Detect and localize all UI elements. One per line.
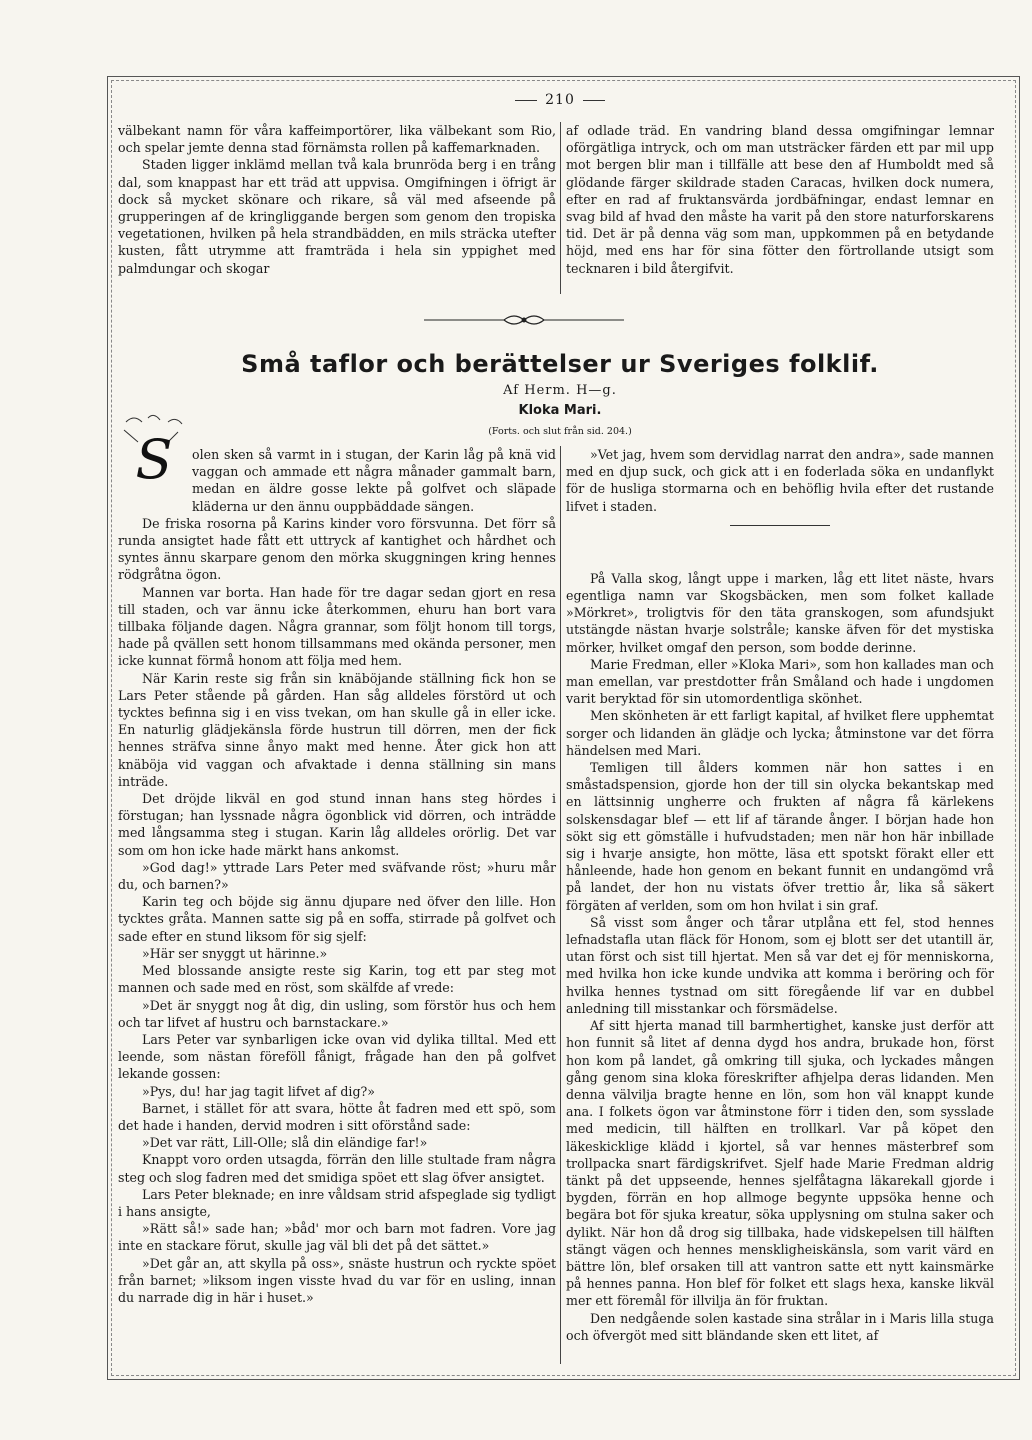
- story-left-column: [118, 446, 556, 1306]
- paragraph: Med blossande ansigte reste sig Karin, tog ett par steg mot mannen och sade med en röst, som skälfde af vrede:: [118, 963, 556, 996]
- column-divider: [560, 122, 561, 294]
- paragraph: Temligen till ålders kommen när hon sattes i en småstadspension, gjorde hon der till sin olycka bekantskap med en lättsinnig ungherre och frukten af några få kärlekens solskensdagar blef — ett lif af tärande ånger. I början hade hon sökt sig ett gömställe i hufvudstaden; men när hon här inbillade sig i hvarje ansigte, hon mötte, läsa ett spotskt förakt eller ett hånleende, hade hon genom en bekant funnit en undangömd vrå på landet, der hon nu vistats öfver trettio år, lika så säkert förgäten af verlden, som om hon hvilat i sin graf.: [566, 760, 994, 913]
- paragraph: af odlade träd. En vandring bland dessa omgifningar lemnar oförgätliga intryck, och om man utsträcker färden ett par mil upp mot bergen blir man i tillfälle att bese den af Humboldt med så glödande färger skildrade staden Caracas, hvilken dock numera, efter en rad af fruktansvärda jordbäfningar, endast lemnar en svag bild af hvad den måste ha varit på den store naturforskarens tid. Det är på denna väg som man, uppkommen på en betydande höjd, med ens har för sina fötter den förtrollande utsigt som tecknaren i bild återgifvit.: [566, 123, 994, 276]
- paragraph: »Det var rätt, Lill-Olle; slå din eländige far!»: [142, 1135, 428, 1151]
- paragraph: Staden ligger inklämd mellan två kala brunröda berg i en trång dal, som knappast har ett träd att uppvisa. Omgifningen i öfrigt är dock så mycket skönare och rikare, så väl med afseende på grupperingen af de kringliggande bergen som genom den tropiska vegetationen, hvilken på hela strandbädden, en mils sträcka utefter kusten, fått utrymme att framträda i hela sin yppighet med palmdungar och skogar: [118, 157, 556, 276]
- column-divider: [560, 446, 561, 1364]
- section-ornament: [424, 312, 624, 328]
- paragraph: Marie Fredman, eller »Kloka Mari», som hon kallades man och man emellan, var prestdotter från Småland och hade i ungdomen varit beryktad för sin utomordentliga skönhet.: [566, 656, 994, 707]
- paragraph: »Pys, du! har jag tagit lifvet af dig?»: [142, 1083, 375, 1099]
- paragraph: När Karin reste sig från sin knäböjande ställning fick hon se Lars Peter stående på gården. Han såg alldeles förstörd ut och tycktes befinna sig i en viss tvekan, om han skulle gå in eller icke. En naturlig glädjekänsla förde hustrun till dörren, men der fick hennes sträfva sinne ånyo makt med henne. Åter gick hon att knäböja vid vaggan och afvaktade i denna ställning sin mans inträde.: [118, 670, 556, 789]
- paragraph: »God dag!» yttrade Lars Peter med sväfvande röst; »huru mår du, och barnen?»: [118, 859, 556, 893]
- drop-cap-letter: S: [135, 428, 173, 491]
- paragraph: Karin teg och böjde sig ännu djupare ned öfver den lille. Hon tycktes gråta. Mannen satte sig på en soffa, stirrade på golfvet och sade efter en stund liksom för sig sjelf:: [118, 894, 556, 944]
- paragraph: »Det går an, att skylla på oss», snäste hustrun och ryckte spöet från barnet; »liksom ingen visste hvad du var för en usling, innan du narrade dig in här i huset.»: [118, 1255, 556, 1305]
- page-number: 210: [480, 92, 640, 108]
- article-author: Af Herm. H—g.: [503, 383, 617, 398]
- opening-paragraph: olen sken så varmt in i stugan, der Karin låg på knä vid vaggan och ammade ett några månader gammalt barn, medan en äldre gosse lekte på golfvet och släpade kläderna ur den ännu ouppbäddade sängen.: [192, 447, 556, 514]
- top-left-column: [118, 122, 556, 277]
- paragraph: Lars Peter var synbarligen icke ovan vid dylika tilltal. Med ett leende, som nästan föreföll fånigt, frågade han den på golfvet lekande gossen:: [118, 1031, 556, 1082]
- paragraph: Barnet, i stället för att svara, hötte åt fadren med ett spö, som det hade i handen, dervid modren i sitt oförstånd sade:: [118, 1100, 556, 1133]
- paragraph: Mannen var borta. Han hade för tre dagar sedan gjort en resa till staden, och var ännu icke återkommen, ehuru han bort vara tillbaka följande dagen. Några grannar, som följt honom till torgs, hade på qvällen sett honom tillsammans med okända personer, men icke kunnat förmå honom att följa med hem.: [118, 584, 556, 669]
- paragraph: På Valla skog, långt uppe i marken, låg ett litet näste, hvars egentliga namn var Skogsbäcken, men som folket kallade »Mörkret», troligtvis för den täta granskogen, som afundsjukt utstängde nästan hvarje solstråle; kanske äfven för det mystiska mörker, hvilket omgaf den person, som bodde derinne.: [566, 570, 994, 655]
- paragraph: Lars Peter bleknade; en inre våldsam strid afspeglade sig tydligt i hans ansigte,: [118, 1186, 556, 1219]
- article-subtitle: Kloka Mari.: [518, 403, 602, 418]
- continuation-note: (Forts. och slut från sid. 204.): [488, 426, 632, 437]
- paragraph: Knappt voro orden utsagda, förrän den lille stultade fram några steg och slog fadren med det smidiga spöet ett slag öfver ansigtet.: [118, 1152, 556, 1185]
- paragraph: »Vet jag, hvem som dervidlag narrat den andra», sade mannen med en djup suck, och gick att i en foderlada söka en undanflykt för de husliga stormarna och en behöflig hvila efter det rustande lifvet i staden.: [566, 447, 994, 514]
- paragraph: »Rätt så!» sade han; »båd' mor och barn mot fadren. Vore jag inte en stackare förut, skulle jag väl bli det på det sättet.»: [118, 1221, 556, 1254]
- paragraph: Men skönheten är ett farligt kapital, af hvilket flere upphemtat sorger och lidanden än glädje och lycka; åtminstone var det förra händelsen med Mari.: [566, 708, 994, 758]
- story-right-column: [566, 446, 994, 1344]
- paragraph: Af sitt hjerta manad till barmhertighet, kanske just derför att hon funnit så litet af denna dygd hos andra, brukade hon, först hon kom på landet, gå omkring till sjuka, och lyckades mången gång genom sina kloka föreskrifter afhjelpa deras lidanden. Men denna välvilja bragte henne en lön, som hon väl knappt kunde ana. I folkets ögon var åtminstone förr i tiden den, som sysslade med medicin, till hälften en trollkarl. Var på köpet den läkeskicklige klädd i kjortel, så var hennes mästerbref som trollpacka snart färdigskrifvet. Sjelf hade Marie Fredman aldrig tänkt på det uppseende, hennes sjelfåtagna läkarekall gjorde i bygden, förrän en hop allmoge begynte uppsöka henne och begära bot för sjuka kreatur, söka upplysning om stulna saker och dylikt. När hon då drog sig tillbaka, hade vidskepelsen till hälften stängt vägen och hennes menskligheiskänsla, som varit värd en bättre lön, blef orsaken till att vantron satte ett nytt kainsmärke på hennes panna. Hon blef för folket ett slags hexa, kanske likväl mer ett föremål för illvilja än för fruktan.: [566, 1018, 994, 1309]
- paragraph: »Det är snyggt nog åt dig, din usling, som förstör hus och hem och tar lifvet af hustru och barnstackare.»: [118, 997, 556, 1030]
- paragraph: Så visst som ånger och tårar utplåna ett fel, stod hennes lefnadstafla utan fläck för Honom, som ej blott ser det utantill är, utan först och sist till hjertat. Men så var det ej för menniskorna, med hvilka hon icke kunde undvika att komma i beröring och för hvilka hennes tystnad om sitt föregående lif var en dubbel anledning till misstankar och försmädelse.: [566, 914, 994, 1016]
- section-rule: [730, 525, 830, 526]
- paragraph: Den nedgående solen kastade sina strålar in i Maris lilla stuga och öfvergöt med sitt bländande sken ett litet, af: [566, 1310, 994, 1343]
- paragraph: Det dröjde likväl en god stund innan hans steg hördes i förstugan; han lyssnade några ögonblick vid dörren, och inträdde med långsamma steg i stugan. Karin låg alldeles orörlig. Det var som om hon icke hade märkt hans ankomst.: [118, 791, 556, 858]
- paragraph: välbekant namn för våra kaffeimportörer, lika välbekant som Rio, och spelar jemte denna stad förnämsta rollen på kaffemarknaden.: [118, 123, 556, 156]
- article-title: Små taflor och berättelser ur Sveriges folklif.: [241, 350, 879, 378]
- paragraph: »Här ser snyggt ut härinne.»: [142, 945, 328, 961]
- paragraph: De friska rosorna på Karins kinder voro försvunna. Det förr så runda ansigtet hade fått ett uttryck af kantighet och hårdhet och syntes ännu skarpare genom den mörka skuggningen kring hennes rödgråtna ögon.: [118, 515, 556, 583]
- top-right-column: [566, 122, 994, 277]
